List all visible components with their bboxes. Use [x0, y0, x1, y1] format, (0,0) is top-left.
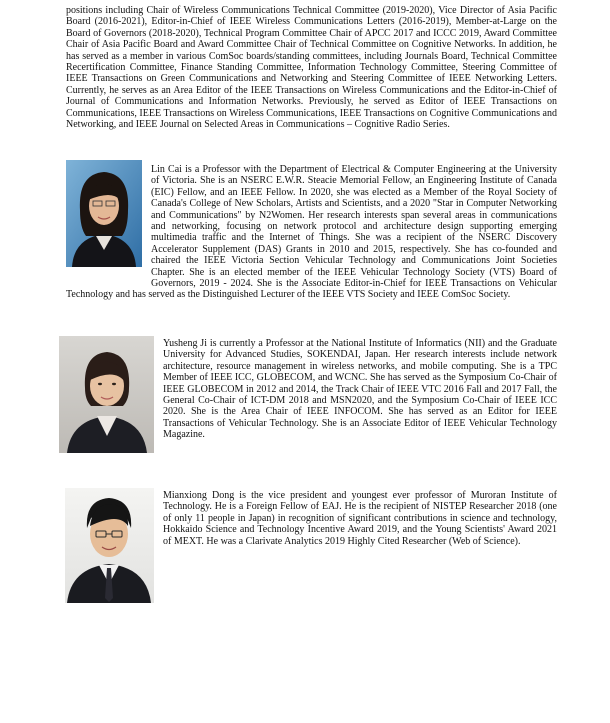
continuation-paragraph: positions including Chair of Wireless Communications Technical Committee (2019-2020), Vice Director of Asia Pacific Board (2016-2021), Editor-in-Chief of IEEE Wireless Communications Letters (2016-2019), Member-at-Large on the Board of Governors (2018-2020), Technical Program Committee Chair of APCC 2017 and ICCC 2019, Award Committee Chair of Asia Pacific Board and Award Committee Chair of Technical Committee on Cognitive Networks. In addition, he has served as a member in various ComSoc boards/standing committees, including Journals Board, Technical Committee Recertification Committee, Finance Standing Committee, Information Technology Committee, Steering Committee of IEEE Transactions on Green Communications and Networking and Steering Committee of IEEE Networking Letters. Currently, he serves as an Area Editor of the IEEE Transactions on Wireless Communications and the Editor-in-Chief of Journal of Communications and Information Networks. Previously, he served as Editor of IEEE Transactions on Communications, IEEE Transactions on Wireless Communications, IEEE Transactions on Cognitive Communications and Networking, and IEEE Journal on Selected Areas in Communications – Cognitive Radio Series.: [66, 5, 557, 131]
bio-mianxiong-dong: Mianxiong Dong is the vice president and youngest ever professor of Muroran Institute of Technology. He is a Foreign Fellow of EAJ. He is the recipient of NISTEP Researcher 2018 (one of only 11 people in Japan) in recognition of significant contributions in science and technology, Hokkaido Science and Technology Incentive Award 2019, and the Young Scientists' Award 2021 of MEXT. He was a Clarivate Analytics 2019 Highly Cited Researcher (Web of Science).: [163, 490, 557, 547]
portrait-yusheng-ji: [59, 336, 154, 453]
photo-spacer: [66, 164, 149, 281]
bio-text-lin-cai: Lin Cai is a Professor with the Department of Electrical & Computer Engineering at the University of Victoria. She is an NSERC E.W.R. Steacie Memorial Fellow, an Engineering Institute of Canada (EIC) Fellow, and an IEEE Fellow. In 2020, she was elected as a Member of the Royal Society of Canada's College of New Scholars, Artists and Scientists, and a 2020 "Star in Computer Networking and Communications" by N2Women. Her research interests span several areas in communications and networking, focusing on network protocol and architecture design supporting emerging multimedia traffic and the Internet of Things. She was a recipient of the NSERC Discovery Accelerator Supplement (DAS) Grants in 2010 and 2015, respectively. She has co-founded and chaired the IEEE Victoria Section Vehicular Technology and Communications Joint Societies Chapter. She is an elected member of the IEEE Vehicular Technology Society (VTS) Board of Governors, 2019 - 2024. She is the Associate Editor-in-Chief for IEEE Transactions on Vehicular Technology and has served as the Distinguished Lecturer of the IEEE VTS Society and IEEE ComSoc Society.: [66, 164, 557, 301]
bio-lin-cai: [66, 164, 557, 301]
portrait-mianxiong-dong: [65, 488, 154, 603]
bio-yusheng-ji: Yusheng Ji is currently a Professor at the National Institute of Informatics (NII) and the Graduate University for Advanced Studies, SOKENDAI, Japan. Her research interests include network architecture, resource management in wireless networks, and mobile computing. She is a TPC Member of IEEE ICC, GLOBECOM, and WCNC. She has served as the Symposium Co-Chair of IEEE GLOBECOM in 2012 and 2014, the Track Chair of IEEE VTC 2016 Fall and 2017 Fall, the General Co-Chair of ICT-DM 2018 and MSN2020, and the Symposium Co-Chair of IEEE ICC 2020. She is the Area Chair of IEEE INFOCOM. She has served as an Editor for IEEE Transactions of Vehicular Technology. She is an Associate Editor of IEEE Vehicular Technology Magazine.: [163, 338, 557, 441]
